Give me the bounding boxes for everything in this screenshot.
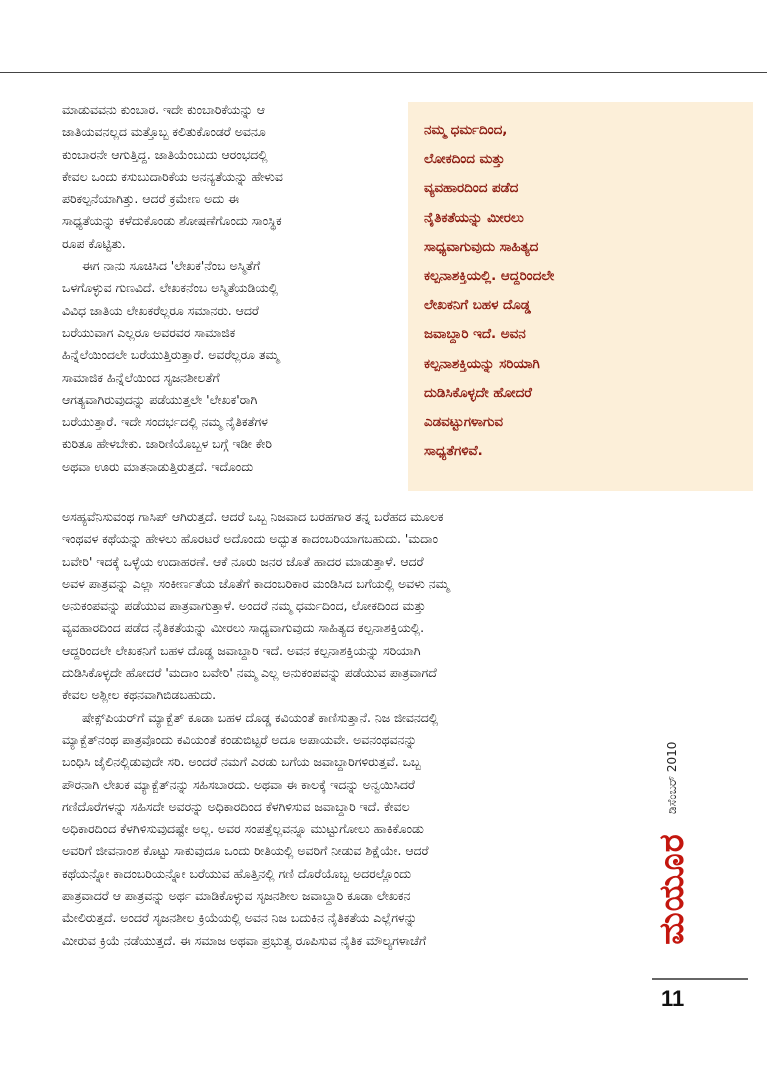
text-line: ಈಗ ನಾನು ಸೂಚಿಸಿದ 'ಲೇಖಕ'ನೆಂಬ ಅಸ್ಮಿತೆಗೆ xyxy=(82,258,261,274)
text-line: ಪೌರನಾಗಿ ಲೇಖಕ ಮ್ಯಾಕ್ಬೆತ್‌ನನ್ನು ಸಹಿಸಬಾರದು. ಅಥವಾ ಈ ಕಾಲಕ್ಕೆ ಇದನ್ನು ಅನ್ವಯಿಸಿದರೆ xyxy=(62,776,415,792)
text-line: ಬರೆಯುವಾಗ ಎಲ್ಲರೂ ಅವರವರ ಸಾಮಾಜಿಕ xyxy=(62,324,236,340)
top-divider xyxy=(0,72,767,73)
text-line: ವಿವಿಧ ಜಾತಿಯ ಲೇಖಕರೆಲ್ಲರೂ ಸಮಾನರು. ಆದರೆ xyxy=(62,302,259,318)
pull-quote-line: ಕಲ್ಪನಾಶಕ್ತಿಯನ್ನು ಸರಿಯಾಗಿ xyxy=(424,356,540,372)
text-line: ರೂಪ ಕೊಟ್ಟಿತು. xyxy=(62,235,126,251)
text-line: ಆದ್ದರಿಂದಲೇ ಲೇಖಕನಿಗೆ ಬಹಳ ದೊಡ್ಡ ಜವಾಬ್ದಾರಿ ಇದೆ. ಅವನ ಕಲ್ಪನಾಶಕ್ತಿಯನ್ನು ಸರಿಯಾಗಿ xyxy=(62,642,421,658)
text-line: ಪಾತ್ರವಾದರೆ ಆ ಪಾತ್ರವನ್ನು ಅರ್ಥ ಮಾಡಿಕೊಳ್ಳುವ ಸೃಜನಶೀಲ ಜವಾಬ್ದಾರಿ ಕೂಡಾ ಲೇಖಕನ xyxy=(62,888,411,904)
text-line: ಮಾಡುವವನು ಕುಂಬಾರ. ಇದೇ ಕುಂಬಾರಿಕೆಯನ್ನು ಆ xyxy=(62,102,265,117)
text-line: ಕುರಿತೂ ಹೇಳಬೇಕು. ಜಾರಿಣಿಯೊಬ್ಬಳ ಬಗ್ಗೆ ಇಡೀ ಕೇರಿ xyxy=(62,436,272,452)
text-line: ಅಸಹ್ಯವೆನಿಸುವಂಥ ಗಾಸಿಪ್ ಆಗಿರುತ್ತದೆ. ಆದರೆ ಒಬ್ಬ ನಿಜವಾದ ಬರಹಗಾರ ತನ್ನ ಬರೆಹದ ಮೂಲಕ xyxy=(62,509,444,524)
page-number: 11 xyxy=(661,986,685,1011)
text-line: ಕೇವಲ ಅಶ್ಲೀಲ ಕಥನವಾಗಿಬಿಡಬಹುದು. xyxy=(62,687,217,703)
text-line: ಬಂಧಿಸಿ ಜೈಲಿನಲ್ಲಿಡುವುದೇ ಸರಿ. ಅಂದರೆ ನಮಗೆ ಎರಡು ಬಗೆಯ ಜವಾಬ್ದಾರಿಗಳಿರುತ್ತವೆ. ಒಬ್ಬ xyxy=(62,754,421,770)
text-line: ಅಧಿಕಾರದಿಂದ ಕೆಳಗಿಳಿಸುವುದಷ್ಟೇ ಅಲ್ಲ. ಅವರ ಸಂಪತ್ತೆಲ್ಲವನ್ನೂ ಮುಟ್ಟುಗೋಲು ಹಾಕಿಕೊಂಡು xyxy=(62,821,424,837)
pull-quote-line: ನಮ್ಮ ಧರ್ಮದಿಂದ, xyxy=(424,123,508,138)
pull-quote-line: ಎಡವಟ್ಟುಗಳಾಗುವ xyxy=(424,415,504,431)
pull-quote-line: ದುಡಿಸಿಕೊಳ್ಳದೇ ಹೋದರೆ xyxy=(424,385,532,401)
text-line: ಸಾಮಾಜಿಕ ಹಿನ್ನೆಲೆಯಿಂದ ಸೃಜನಶೀಲತೆಗೆ xyxy=(62,369,220,385)
pull-quote-line: ಸಾಧ್ಯತೆಗಳಿವೆ. xyxy=(424,444,483,460)
issue-date: ಡಿಸೆಂಬರ್ 2010 xyxy=(665,741,679,814)
text-line: ಅವಳ ಪಾತ್ರವನ್ನು ಎಲ್ಲಾ ಸಂಕೀರ್ಣತೆಯ ಜೊತೆಗೆ ಕಾದಂಬರಿಕಾರ ಮಂಡಿಸಿದ ಬಗೆಯಲ್ಲಿ ಅವಳು ನಮ್ಮ xyxy=(62,575,450,591)
text-line: ಒಳಗೊಳ್ಳುವ ಗುಣವಿದೆ. ಲೇಖಕನೆಂಬ ಅಸ್ಮಿತೆಯಡಿಯಲ್ಲಿ xyxy=(62,280,278,296)
text-line: ಮೇಲಿರುತ್ತದೆ. ಅಂದರೆ ಸೃಜನಶೀಲ ಕ್ರಿಯೆಯಲ್ಲಿ ಅವನ ನಿಜ ಬದುಕಿನ ನೈತಿಕತೆಯ ಎಲ್ಲೆಗಳನ್ನು xyxy=(62,910,418,926)
pull-quote-line: ವ್ಯವಹಾರದಿಂದ ಪಡೆದ xyxy=(424,181,519,197)
text-line: ದುಡಿಸಿಕೊಳ್ಳದೇ ಹೋದರೆ 'ಮದಾಂ ಬವೇರಿ' ನಮ್ಮ ಎಲ್ಲ ಅನುಕಂಪವನ್ನು ಪಡೆಯುವ ಪಾತ್ರವಾಗದೆ xyxy=(62,665,437,681)
text-line: ಷೇಕ್ಸ್‌ಪಿಯರ್‌ಗೆ ಮ್ಯಾಕ್ಬೆತ್ ಕೂಡಾ ಬಹಳ ದೊಡ್ಡ ಕವಿಯಂತೆ ಕಾಣಿಸುತ್ತಾನೆ. ನಿಜ ಜೀವನದಲ್ಲಿ xyxy=(82,709,439,725)
text-line: ಕುಂಬಾರನೇ ಆಗುತ್ತಿದ್ದ. ಜಾತಿಯೆಂಬುದು ಆರಂಭದಲ್ಲಿ xyxy=(62,146,268,162)
pull-quote-line: ಲೋಕದಿಂದ ಮತ್ತು xyxy=(424,152,505,168)
text-line: ಸಾಧ್ಯತೆಯನ್ನು ಕಳೆದುಕೊಂಡು ಶೋಷಣೆಗೊಂದು ಸಾಂಸ್ಥಿಕ xyxy=(62,213,282,229)
sidebar-divider xyxy=(652,978,748,980)
text-line: ಅನುಕಂಪವನ್ನು ಪಡೆಯುವ ಪಾತ್ರವಾಗುತ್ತಾಳೆ. ಅಂದರೆ ನಮ್ಮ ಧರ್ಮದಿಂದ, ಲೋಕದಿಂದ ಮತ್ತು xyxy=(62,598,426,614)
pull-quote-line: ಲೇಖಕನಿಗೆ ಬಹಳ ದೊಡ್ಡ xyxy=(424,298,531,314)
magazine-logo: ಮಯೂರ xyxy=(652,833,692,945)
text-line: ಅವರಿಗೆ ಜೀವನಾಂಶ ಕೊಟ್ಟು ಸಾಕುವುದೂ ಒಂದು ರೀತಿಯಲ್ಲಿ ಅವರಿಗೆ ನೀಡುವ ಶಿಕ್ಷೆಯೇ. ಆದರೆ xyxy=(62,843,429,859)
text-line: ಹಿನ್ನೆಲೆಯಿಂದಲೇ ಬರೆಯುತ್ತಿರುತ್ತಾರೆ. ಅವರೆಲ್ಲರೂ ತಮ್ಮ xyxy=(62,347,279,363)
text-line: ಗಣಿದೊರೆಗಳನ್ನು ಸಹಿಸದೇ ಅವರನ್ನು ಅಧಿಕಾರದಿಂದ ಕೆಳಗಿಳಿಸುವ ಜವಾಬ್ದಾರಿ ಇದೆ. ಕೇವಲ xyxy=(62,798,410,814)
text-line: ವ್ಯವಹಾರದಿಂದ ಪಡೆದ ನೈತಿಕತೆಯನ್ನು ಮೀರಲು ಸಾಧ್ಯವಾಗುವುದು ಸಾಹಿತ್ಯದ ಕಲ್ಪನಾಶಕ್ತಿಯಲ್ಲಿ. xyxy=(62,620,425,636)
pull-quote-box xyxy=(408,102,753,491)
article-left-column xyxy=(62,99,398,478)
text-line: ಪರಿಕಲ್ಪನೆಯಾಗಿತ್ತು. ಆದರೆ ಕ್ರಮೇಣ ಅದು ಈ xyxy=(62,191,239,207)
text-line: ಕೇವಲ ಒಂದು ಕಸುಬುದಾರಿಕೆಯ ಅನನ್ಯತೆಯನ್ನು ಹೇಳುವ xyxy=(62,168,283,184)
pull-quote-line: ನೈತಿಕತೆಯನ್ನು ಮೀರಲು xyxy=(424,210,524,226)
text-line: ಆಗತ್ಯವಾಗಿರುವುದನ್ನು ಪಡೆಯುತ್ತಲೇ 'ಲೇಖಕ'ರಾಗಿ xyxy=(62,391,258,407)
pull-quote-line: ಕಲ್ಪನಾಶಕ್ತಿಯಲ್ಲಿ. ಆದ್ದರಿಂದಲೇ xyxy=(424,269,555,285)
text-line: ಮ್ಯಾಕ್ಬೆತ್‌ನಂಥ ಪಾತ್ರವೊಂದು ಕವಿಯಂತೆ ಕಂಡುಬಿಟ್ಟರೆ ಅದೂ ಅಪಾಯವೇ. ಅವನಂಥವನನ್ನು xyxy=(62,731,417,747)
text-line: ಕಥೆಯನ್ನೋ ಕಾದಂಬರಿಯನ್ನೋ ಬರೆಯುವ ಹೊತ್ತಿನಲ್ಲಿ ಗಣಿ ದೊರೆಯೊಬ್ಬ ಅದರಲ್ಲೊಂದು xyxy=(62,865,412,881)
article-full-width xyxy=(62,506,642,952)
text-line: ಬವೇರಿ' ಇದಕ್ಕೆ ಒಳ್ಳೆಯ ಉದಾಹರಣೆ. ಆಕೆ ನೂರು ಜನರ ಜೊತೆ ಹಾದರ ಮಾಡುತ್ತಾಳೆ. ಆದರೆ xyxy=(62,553,424,569)
pull-quote-line: ಜವಾಬ್ದಾರಿ ಇದೆ. ಅವನ xyxy=(424,327,526,343)
text-line: ಅಥವಾ ಊರು ಮಾತನಾಡುತ್ತಿರುತ್ತದೆ. ಇದೊಂದು xyxy=(62,458,254,474)
text-line: ಮೀರುವ ಕ್ರಿಯೆ ನಡೆಯುತ್ತದೆ. ಈ ಸಮಾಜ ಅಥವಾ ಪ್ರಭುತ್ವ ರೂಪಿಸುವ ನೈತಿಕ ಮೌಲ್ಯಗಳಾಚೆಗೆ xyxy=(62,932,427,948)
pull-quote-line: ಸಾಧ್ಯವಾಗುವುದು ಸಾಹಿತ್ಯದ xyxy=(424,239,539,255)
text-line: ಬರೆಯುತ್ತಾರೆ. ಇದೇ ಸಂದರ್ಭದಲ್ಲಿ ನಮ್ಮ ನೈತಿಕತೆಗಳ xyxy=(62,414,268,430)
text-line: ಇಂಥವಳ ಕಥೆಯನ್ನು ಹೇಳಲು ಹೊರಟರೆ ಅದೊಂದು ಅದ್ಭುತ ಕಾದಂಬರಿಯಾಗಬಹುದು. 'ಮದಾಂ xyxy=(62,531,438,547)
text-line: ಜಾತಿಯವನಲ್ಲದ ಮತ್ತೊಬ್ಬ ಕಲಿತುಕೊಂಡರೆ ಅವನೂ xyxy=(62,124,266,140)
